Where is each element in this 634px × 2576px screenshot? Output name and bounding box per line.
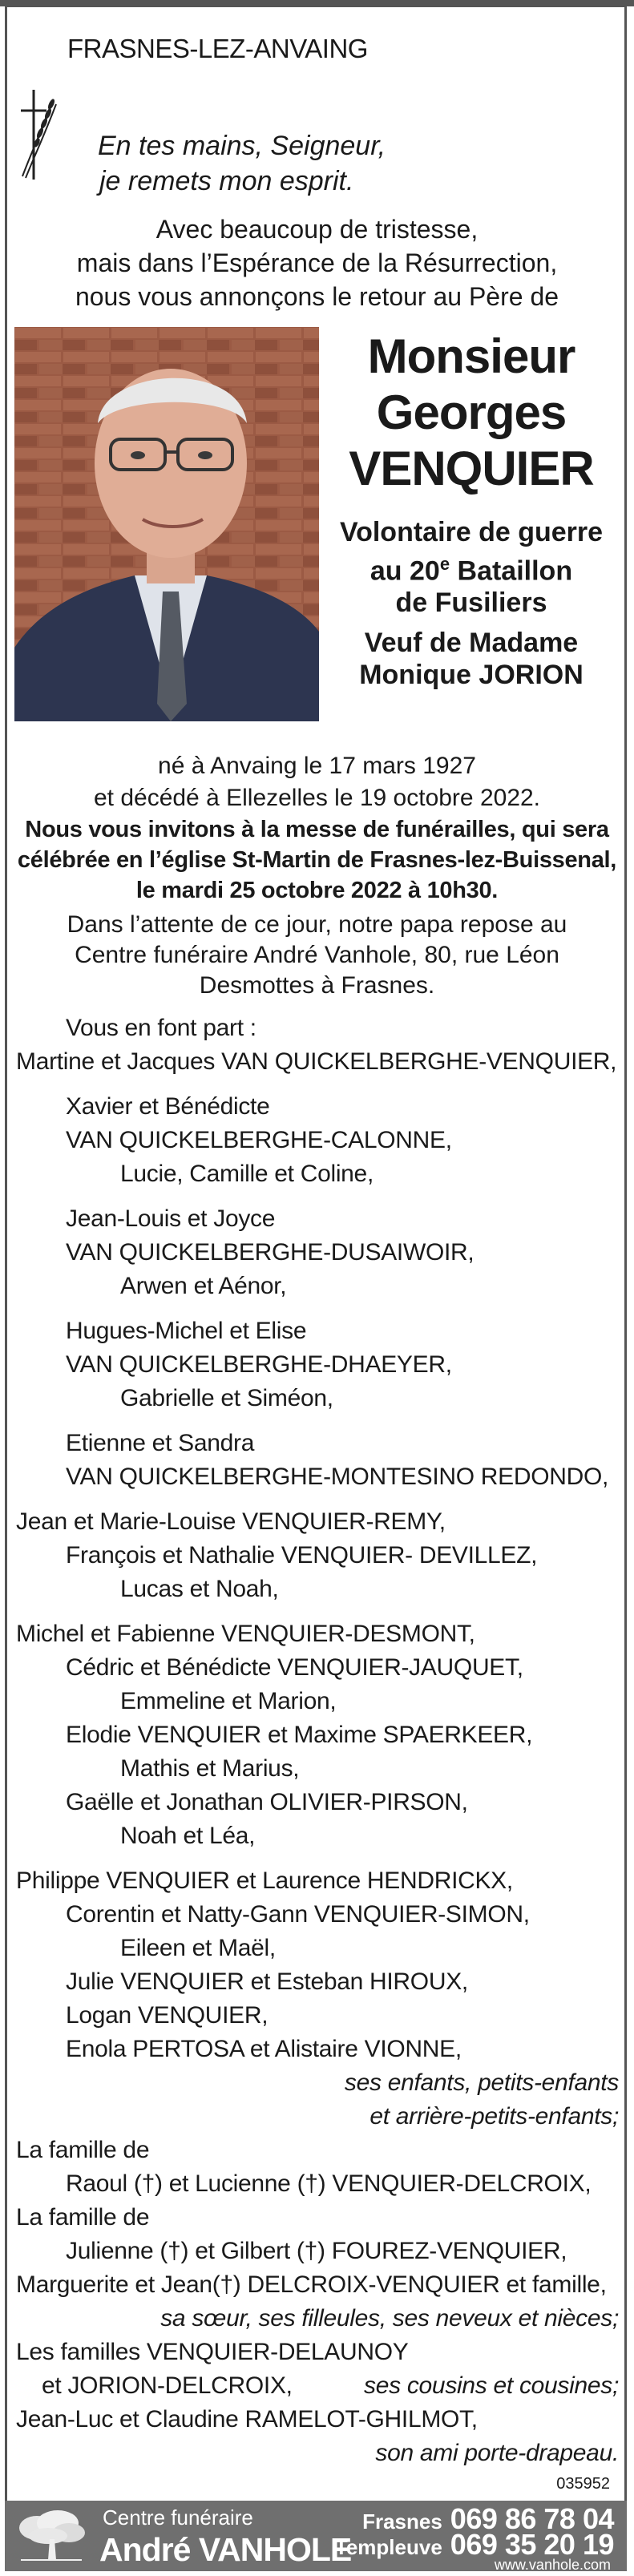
quote-line: En tes mains, Seigneur, bbox=[98, 131, 386, 161]
family-line: Logan VENQUIER, bbox=[66, 2002, 269, 2029]
family-line: Jean-Louis et Joyce bbox=[66, 1205, 276, 1232]
invite-line: le mardi 25 octobre 2022 à 10h30. bbox=[135, 878, 499, 903]
website-link[interactable]: www.vanhole.com bbox=[494, 2557, 611, 2573]
family-line: Hugues-Michel et Elise bbox=[66, 1318, 307, 1344]
family-intro: Vous en font part : bbox=[66, 1015, 256, 1041]
family-line: Les familles VENQUIER-DELAUNOY bbox=[16, 2339, 409, 2365]
family-line: Elodie VENQUIER et Maxime SPAERKEER, bbox=[66, 1722, 533, 1748]
birth-death-dates bbox=[0, 750, 634, 814]
announcement-intro bbox=[0, 212, 634, 313]
family-line: Xavier et Bénédicte bbox=[66, 1093, 270, 1120]
honorific: Monsieur bbox=[367, 329, 575, 383]
family-line: Mathis et Marius, bbox=[120, 1755, 300, 1782]
family-line: Enola PERTOSA et Alistaire VIONNE, bbox=[66, 2036, 462, 2062]
family-line: VAN QUICKELBERGHE-MONTESINO REDONDO, bbox=[66, 1464, 609, 1490]
family-line: La famille de bbox=[16, 2137, 150, 2163]
title-text: Bataillon bbox=[450, 555, 573, 587]
phone-label: Templeuve bbox=[334, 2535, 442, 2559]
deceased-name-block bbox=[321, 329, 622, 691]
portrait-photo bbox=[14, 327, 319, 721]
family-line: Cédric et Bénédicte VENQUIER-JAUQUET, bbox=[66, 1654, 523, 1681]
relation-caption: son ami porte-drapeau. bbox=[375, 2440, 619, 2466]
family-line: Gaëlle et Jonathan OLIVIER-PIRSON, bbox=[66, 1789, 468, 1815]
reference-number: 035952 bbox=[556, 2475, 610, 2493]
family-line: et JORION-DELCROIX, bbox=[42, 2372, 293, 2399]
intro-line: nous vous annonçons le retour au Père de bbox=[75, 282, 559, 311]
phone-number: 069 35 20 19 bbox=[450, 2528, 614, 2561]
relation-caption: sa sœur, ses filleules, ses neveux et nièces; bbox=[160, 2305, 619, 2332]
title-line bbox=[321, 548, 622, 587]
family-line: Corentin et Natty-Gann VENQUIER-SIMON, bbox=[66, 1901, 530, 1928]
family-line: VAN QUICKELBERGHE-DHAEYER, bbox=[66, 1351, 452, 1378]
intro-line: Avec beaucoup de tristesse, bbox=[155, 215, 479, 244]
ordinal-suffix: e bbox=[439, 554, 450, 574]
family-line: Eileen et Maël, bbox=[120, 1935, 276, 1961]
repose-line: Dans l’attente de ce jour, notre papa repose au bbox=[67, 911, 567, 938]
relation-caption: et arrière-petits-enfants; bbox=[369, 2103, 619, 2130]
invite-line: Nous vous invitons à la messe de funérailles, qui sera bbox=[25, 817, 609, 842]
cross-with-wheat-icon bbox=[16, 87, 59, 183]
repose-line: Centre funéraire André Vanhole, 80, rue Léon bbox=[75, 942, 559, 968]
phone-number: 069 86 78 04 bbox=[450, 2502, 614, 2535]
phone-label: Frasnes bbox=[362, 2509, 442, 2534]
funeral-home-footer bbox=[5, 2501, 627, 2571]
invite-line: célébrée en l’église St-Martin de Frasnes-lez-Buissenal, bbox=[17, 847, 617, 873]
family-line-with-caption bbox=[16, 2369, 622, 2403]
intro-line: mais dans l’Espérance de la Résurrection, bbox=[76, 248, 558, 277]
family-line: Lucie, Camille et Coline, bbox=[120, 1161, 374, 1187]
family-line: Julie VENQUIER et Esteban HIROUX, bbox=[66, 1968, 468, 1995]
family-line: VAN QUICKELBERGHE-CALONNE, bbox=[66, 1127, 452, 1153]
family-line: Martine et Jacques VAN QUICKELBERGHE-VENQUIER, bbox=[16, 1048, 617, 1075]
family-line: Arwen et Aénor, bbox=[120, 1273, 287, 1299]
funeral-invitation bbox=[0, 814, 634, 906]
family-line: La famille de bbox=[16, 2204, 150, 2231]
family-line: Gabrielle et Siméon, bbox=[120, 1385, 333, 1411]
family-line: VAN QUICKELBERGHE-DUSAIWOIR, bbox=[66, 1239, 474, 1266]
title-text: au 20 bbox=[369, 555, 440, 587]
relation-caption: ses enfants, petits-enfants bbox=[344, 2069, 619, 2096]
tree-logo-icon bbox=[13, 2507, 89, 2565]
first-name: Georges bbox=[376, 386, 567, 439]
funeral-home-label: Centre funéraire bbox=[103, 2505, 253, 2530]
death-line: et décédé à Ellezelles le 19 octobre 2022. bbox=[93, 785, 541, 811]
family-line: François et Nathalie VENQUIER- DEVILLEZ, bbox=[66, 1542, 538, 1569]
quote-line: je remets mon esprit. bbox=[99, 166, 354, 196]
family-line: Michel et Fabienne VENQUIER-DESMONT, bbox=[16, 1621, 475, 1647]
title-line: de Fusiliers bbox=[395, 587, 547, 619]
widow-line: Monique JORION bbox=[359, 660, 584, 691]
family-line: Jean et Marie-Louise VENQUIER-REMY, bbox=[16, 1508, 446, 1535]
family-line: Julienne (†) et Gilbert (†) FOUREZ-VENQUIER, bbox=[66, 2238, 567, 2264]
family-line: Jean-Luc et Claudine RAMELOT-GHILMOT, bbox=[16, 2406, 478, 2433]
family-line: Noah et Léa, bbox=[120, 1823, 256, 1849]
funeral-home-name: André VANHOLE bbox=[99, 2531, 352, 2568]
family-line: Lucas et Noah, bbox=[120, 1576, 279, 1602]
family-line: Emmeline et Marion, bbox=[120, 1688, 337, 1714]
family-line: Etienne et Sandra bbox=[66, 1430, 255, 1456]
location-heading: FRASNES-LEZ-ANVAING bbox=[67, 34, 368, 63]
birth-line: né à Anvaing le 17 mars 1927 bbox=[158, 753, 476, 779]
family-line: Philippe VENQUIER et Laurence HENDRICKX, bbox=[16, 1867, 513, 1894]
family-list bbox=[16, 1011, 622, 2470]
family-line: Marguerite et Jean(†) DELCROIX-VENQUIER et famille, bbox=[16, 2271, 607, 2298]
relation-caption: ses cousins et cousines; bbox=[364, 2372, 619, 2399]
family-line: Raoul (†) et Lucienne (†) VENQUIER-DELCROIX, bbox=[66, 2170, 592, 2197]
repose-line: Desmottes à Frasnes. bbox=[199, 972, 435, 999]
title-line: Volontaire de guerre bbox=[339, 517, 604, 547]
epitaph-quote bbox=[98, 128, 386, 199]
last-name: VENQUIER bbox=[349, 442, 594, 495]
widow-line: Veuf de Madame bbox=[364, 628, 579, 659]
repose-info bbox=[0, 910, 634, 1001]
